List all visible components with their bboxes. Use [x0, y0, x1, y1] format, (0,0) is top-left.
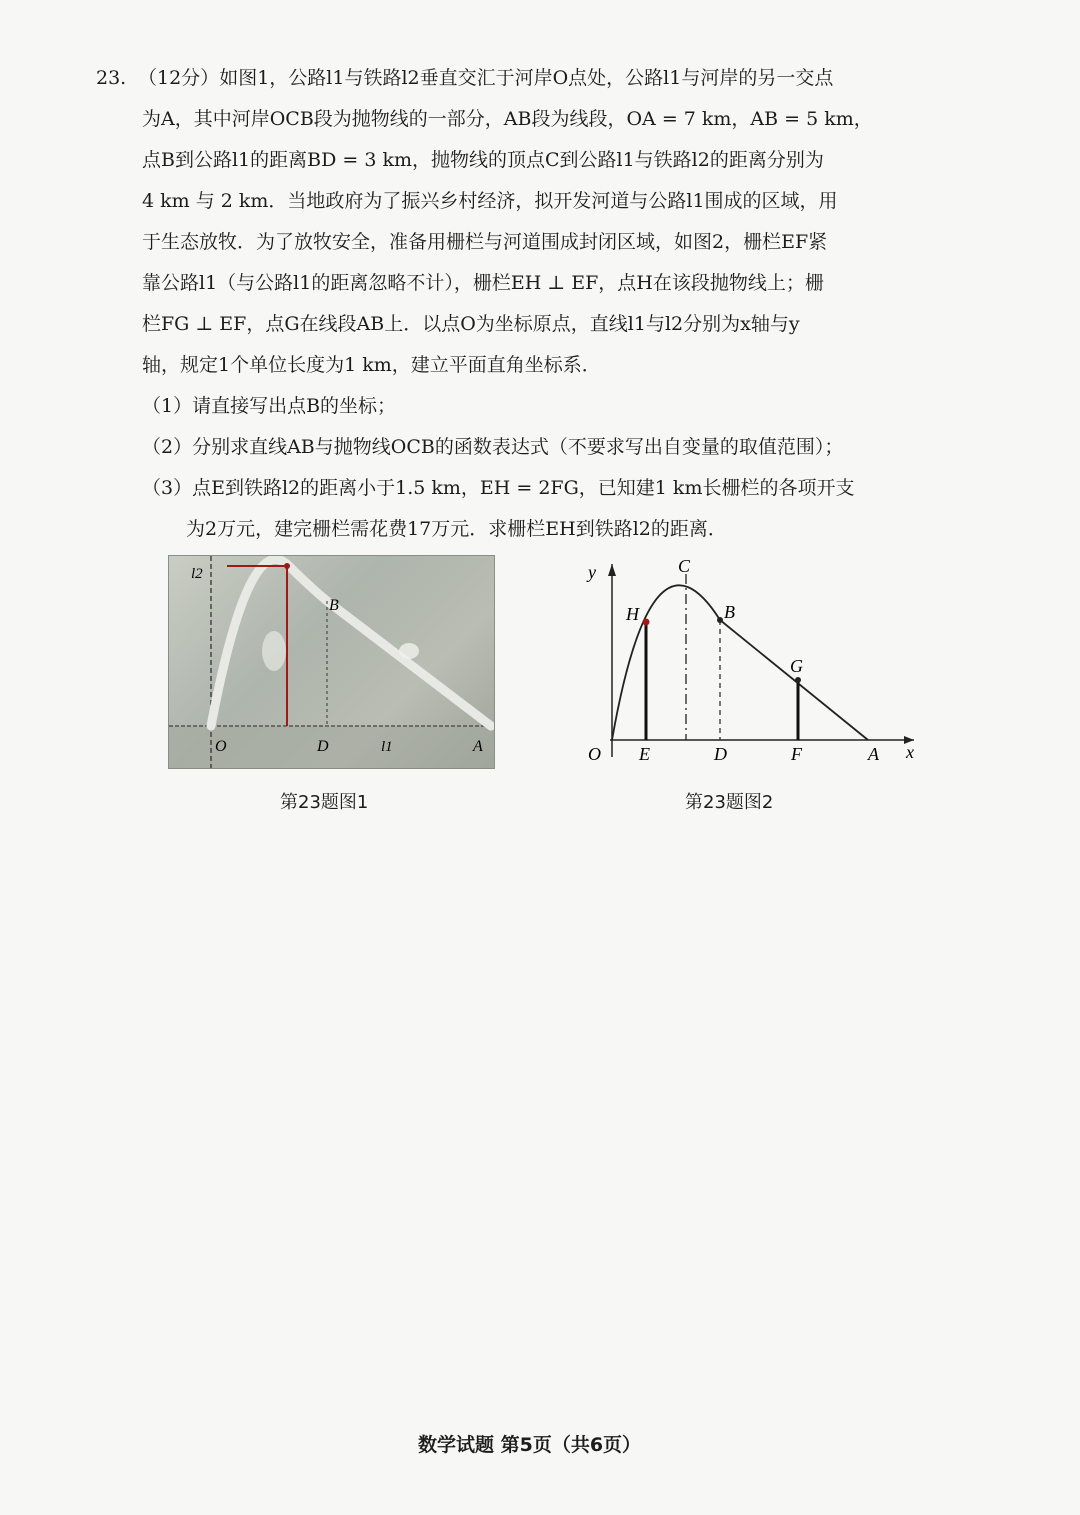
fig2-label-a: A [868, 744, 879, 764]
fig2-y-arrow [608, 564, 616, 576]
problem-line-8: 轴，规定1个单位长度为1 km，建立平面直角坐标系． [142, 354, 601, 376]
fig1-label-b: B [329, 597, 339, 614]
figure-2-diagram [582, 552, 922, 777]
figure-1-photo [168, 555, 495, 769]
sub-question-3: （3）点E到铁路l2的距离小于1.5 km，EH = 2FG，已知建1 km长栅栏的各项开支 [142, 477, 855, 499]
question-number: 23. [96, 67, 127, 89]
fig1-label-l1: l1 [381, 739, 393, 755]
figure-2-drawing [582, 552, 922, 777]
problem-line-7: 栏FG ⊥ EF，点G在线段AB上．以点O为坐标原点，直线l1与l2分别为x轴与y [142, 313, 800, 335]
fig2-segment-ab [720, 620, 868, 740]
fig2-label-d: D [714, 744, 727, 764]
fig2-label-o: O [588, 744, 601, 764]
fig2-label-x: x [906, 742, 914, 762]
fig2-label-h: H [626, 604, 639, 624]
fig2-point-h [643, 619, 650, 626]
problem-23 [96, 58, 980, 550]
problem-line-1 [96, 58, 980, 99]
fig2-point-b [717, 617, 723, 623]
figure-1-drawing [169, 556, 494, 768]
problem-line-4: 4 km 与 2 km．当地政府为了振兴乡村经济，拟开发河道与公路l1围成的区域，用 [142, 190, 838, 212]
problem-text-1: 如图1，公路l1与铁路l2垂直交汇于河岸O点处，公路l1与河岸的另一交点 [219, 67, 834, 89]
fig1-label-d: D [317, 738, 329, 755]
fig1-label-l2: l2 [191, 566, 203, 582]
sub-question-2: （2）分别求直线AB与抛物线OCB的函数表达式（不要求写出自变量的取值范围）； [142, 436, 844, 458]
fig2-label-b: B [724, 602, 735, 622]
fig2-label-e: E [639, 744, 650, 764]
figure-2-caption: 第23题图2 [685, 792, 774, 813]
fig2-label-y: y [588, 562, 596, 582]
page-footer: 数学试题 第5页（共6页） [418, 1434, 642, 1456]
problem-line-3: 点B到公路l1的距离BD = 3 km，抛物线的顶点C到公路l1与铁路l2的距离分别为 [142, 149, 824, 171]
fig2-label-f: F [791, 744, 802, 764]
fig1-point-c [284, 563, 290, 569]
figure-1-caption: 第23题图1 [280, 792, 369, 813]
sub-question-1: （1）请直接写出点B的坐标； [142, 395, 397, 417]
problem-line-2: 为A，其中河岸OCB段为抛物线的一部分，AB段为线段，OA = 7 km，AB = 5 km， [142, 108, 873, 130]
fig1-label-a: A [473, 738, 483, 755]
fig1-river [211, 559, 491, 726]
sub-question-3-cont: 为2万元，建完栅栏需花费17万元．求栅栏EH到铁路l2的距离． [186, 518, 727, 540]
fig2-label-g: G [790, 656, 803, 676]
fig1-label-o: O [215, 738, 227, 755]
fig2-point-g [795, 677, 801, 683]
question-score: （12分） [138, 67, 220, 89]
problem-line-6: 靠公路l1（与公路l1的距离忽略不计），栅栏EH ⊥ EF，点H在该段抛物线上；栅 [142, 272, 824, 294]
problem-line-5: 于生态放牧．为了放牧安全，准备用栅栏与河道围成封闭区域，如图2，栅栏EF紧 [142, 231, 828, 253]
fig2-label-c: C [678, 556, 691, 576]
